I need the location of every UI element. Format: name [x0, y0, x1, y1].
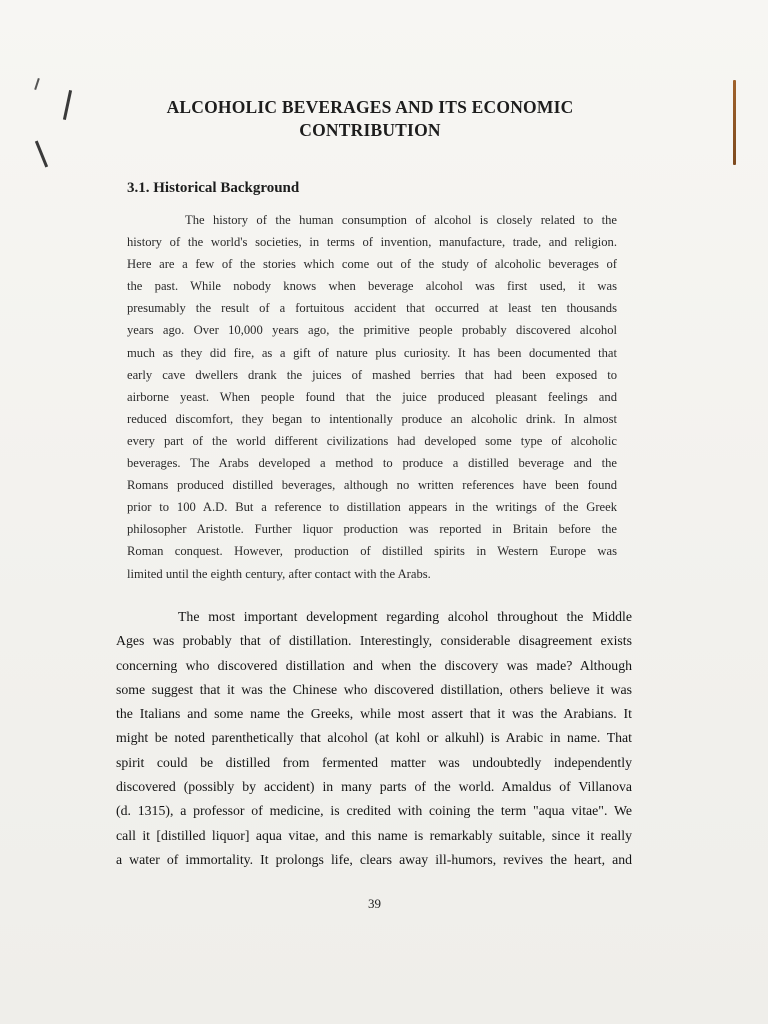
paragraph-line: presumably the result of a fortuitous accident that occurred at least ten thousands — [127, 301, 617, 316]
scan-mark-small — [34, 78, 40, 90]
scan-edge-right — [733, 80, 736, 165]
scan-mark-top — [63, 90, 72, 120]
paragraph-line: Here are a few of the stories which come out of the study of alcoholic beverages of — [127, 257, 617, 272]
title-line-1: ALCOHOLIC BEVERAGES AND ITS ECONOMIC — [166, 97, 574, 117]
paragraph-line: some suggest that it was the Chinese who discovered distillation, others believe it was — [116, 681, 632, 697]
page-number: 39 — [368, 896, 381, 911]
paragraph-line: much as they did fire, as a gift of nature plus curiosity. It has been documented that — [127, 345, 617, 360]
paragraph-line: philosopher Aristotle. Further liquor production was reported in Britain before the — [127, 522, 617, 537]
paragraph-line: The most important development regarding alcohol throughout the Middle — [178, 609, 632, 624]
paragraph-line: prior to 100 A.D. But a reference to distillation appears in the writings of the Greek — [127, 500, 617, 515]
paragraph-line: the Italians and some name the Greeks, while most assert that it was the Arabians. It — [116, 706, 632, 722]
paragraph-line: beverages. The Arabs developed a method to produce a distilled beverage and the — [127, 456, 617, 471]
paragraph-line: Ages was probably that of distillation. Interestingly, considerable disagreement exists — [116, 633, 632, 649]
page-title — [110, 96, 630, 142]
paragraph-line: early cave dwellers drank the juices of mashed berries that had been exposed to — [127, 367, 617, 382]
title-line-2: CONTRIBUTION — [299, 120, 441, 140]
paragraph-line: limited until the eighth century, after contact with the Arabs. — [127, 566, 431, 581]
paragraph-line: reduced discomfort, they began to intentionally produce an alcoholic drink. In almost — [127, 411, 617, 426]
paragraph-line: spirit could be distilled from fermented matter was undoubtedly independently — [116, 754, 632, 770]
paragraph-historical-background — [127, 209, 617, 585]
paragraph-line: (d. 1315), a professor of medicine, is credited with coining the term "aqua vitae". We — [116, 803, 632, 819]
paragraph-line: Romans produced distilled beverages, although no written references have been found — [127, 478, 617, 493]
paragraph-distillation — [116, 605, 632, 872]
paragraph-line: history of the world's societies, in terms of invention, manufacture, trade, and religion. — [127, 235, 617, 250]
paragraph-line: concerning who discovered distillation and when the discovery was made? Although — [116, 657, 632, 673]
paragraph-line: airborne yeast. When people found that the juice produced pleasant feelings and — [127, 389, 617, 404]
paragraph-line: call it [distilled liquor] aqua vitae, and this name is remarkably suitable, since it really — [116, 827, 632, 843]
paragraph-line: a water of immortality. It prolongs life, clears away ill-humors, revives the heart, and — [116, 851, 632, 867]
scan-mark-middle — [35, 140, 48, 167]
paragraph-line: The history of the human consumption of alcohol is closely related to the — [185, 213, 617, 227]
paragraph-line: discovered (possibly by accident) in many parts of the world. Amaldus of Villanova — [116, 779, 632, 795]
section-heading: 3.1. Historical Background — [127, 180, 300, 196]
paragraph-line: Roman conquest. However, production of distilled spirits in Western Europe was — [127, 544, 617, 559]
paragraph-line: might be noted parenthetically that alcohol (at kohl or alkuhl) is Arabic in name. That — [116, 730, 632, 746]
paragraph-line: years ago. Over 10,000 years ago, the primitive people probably discovered alcohol — [127, 323, 617, 338]
paragraph-line: the past. While nobody knows when beverage alcohol was first used, it was — [127, 279, 617, 294]
paragraph-line: every part of the world different civilizations had developed some type of alcoholic — [127, 433, 617, 448]
